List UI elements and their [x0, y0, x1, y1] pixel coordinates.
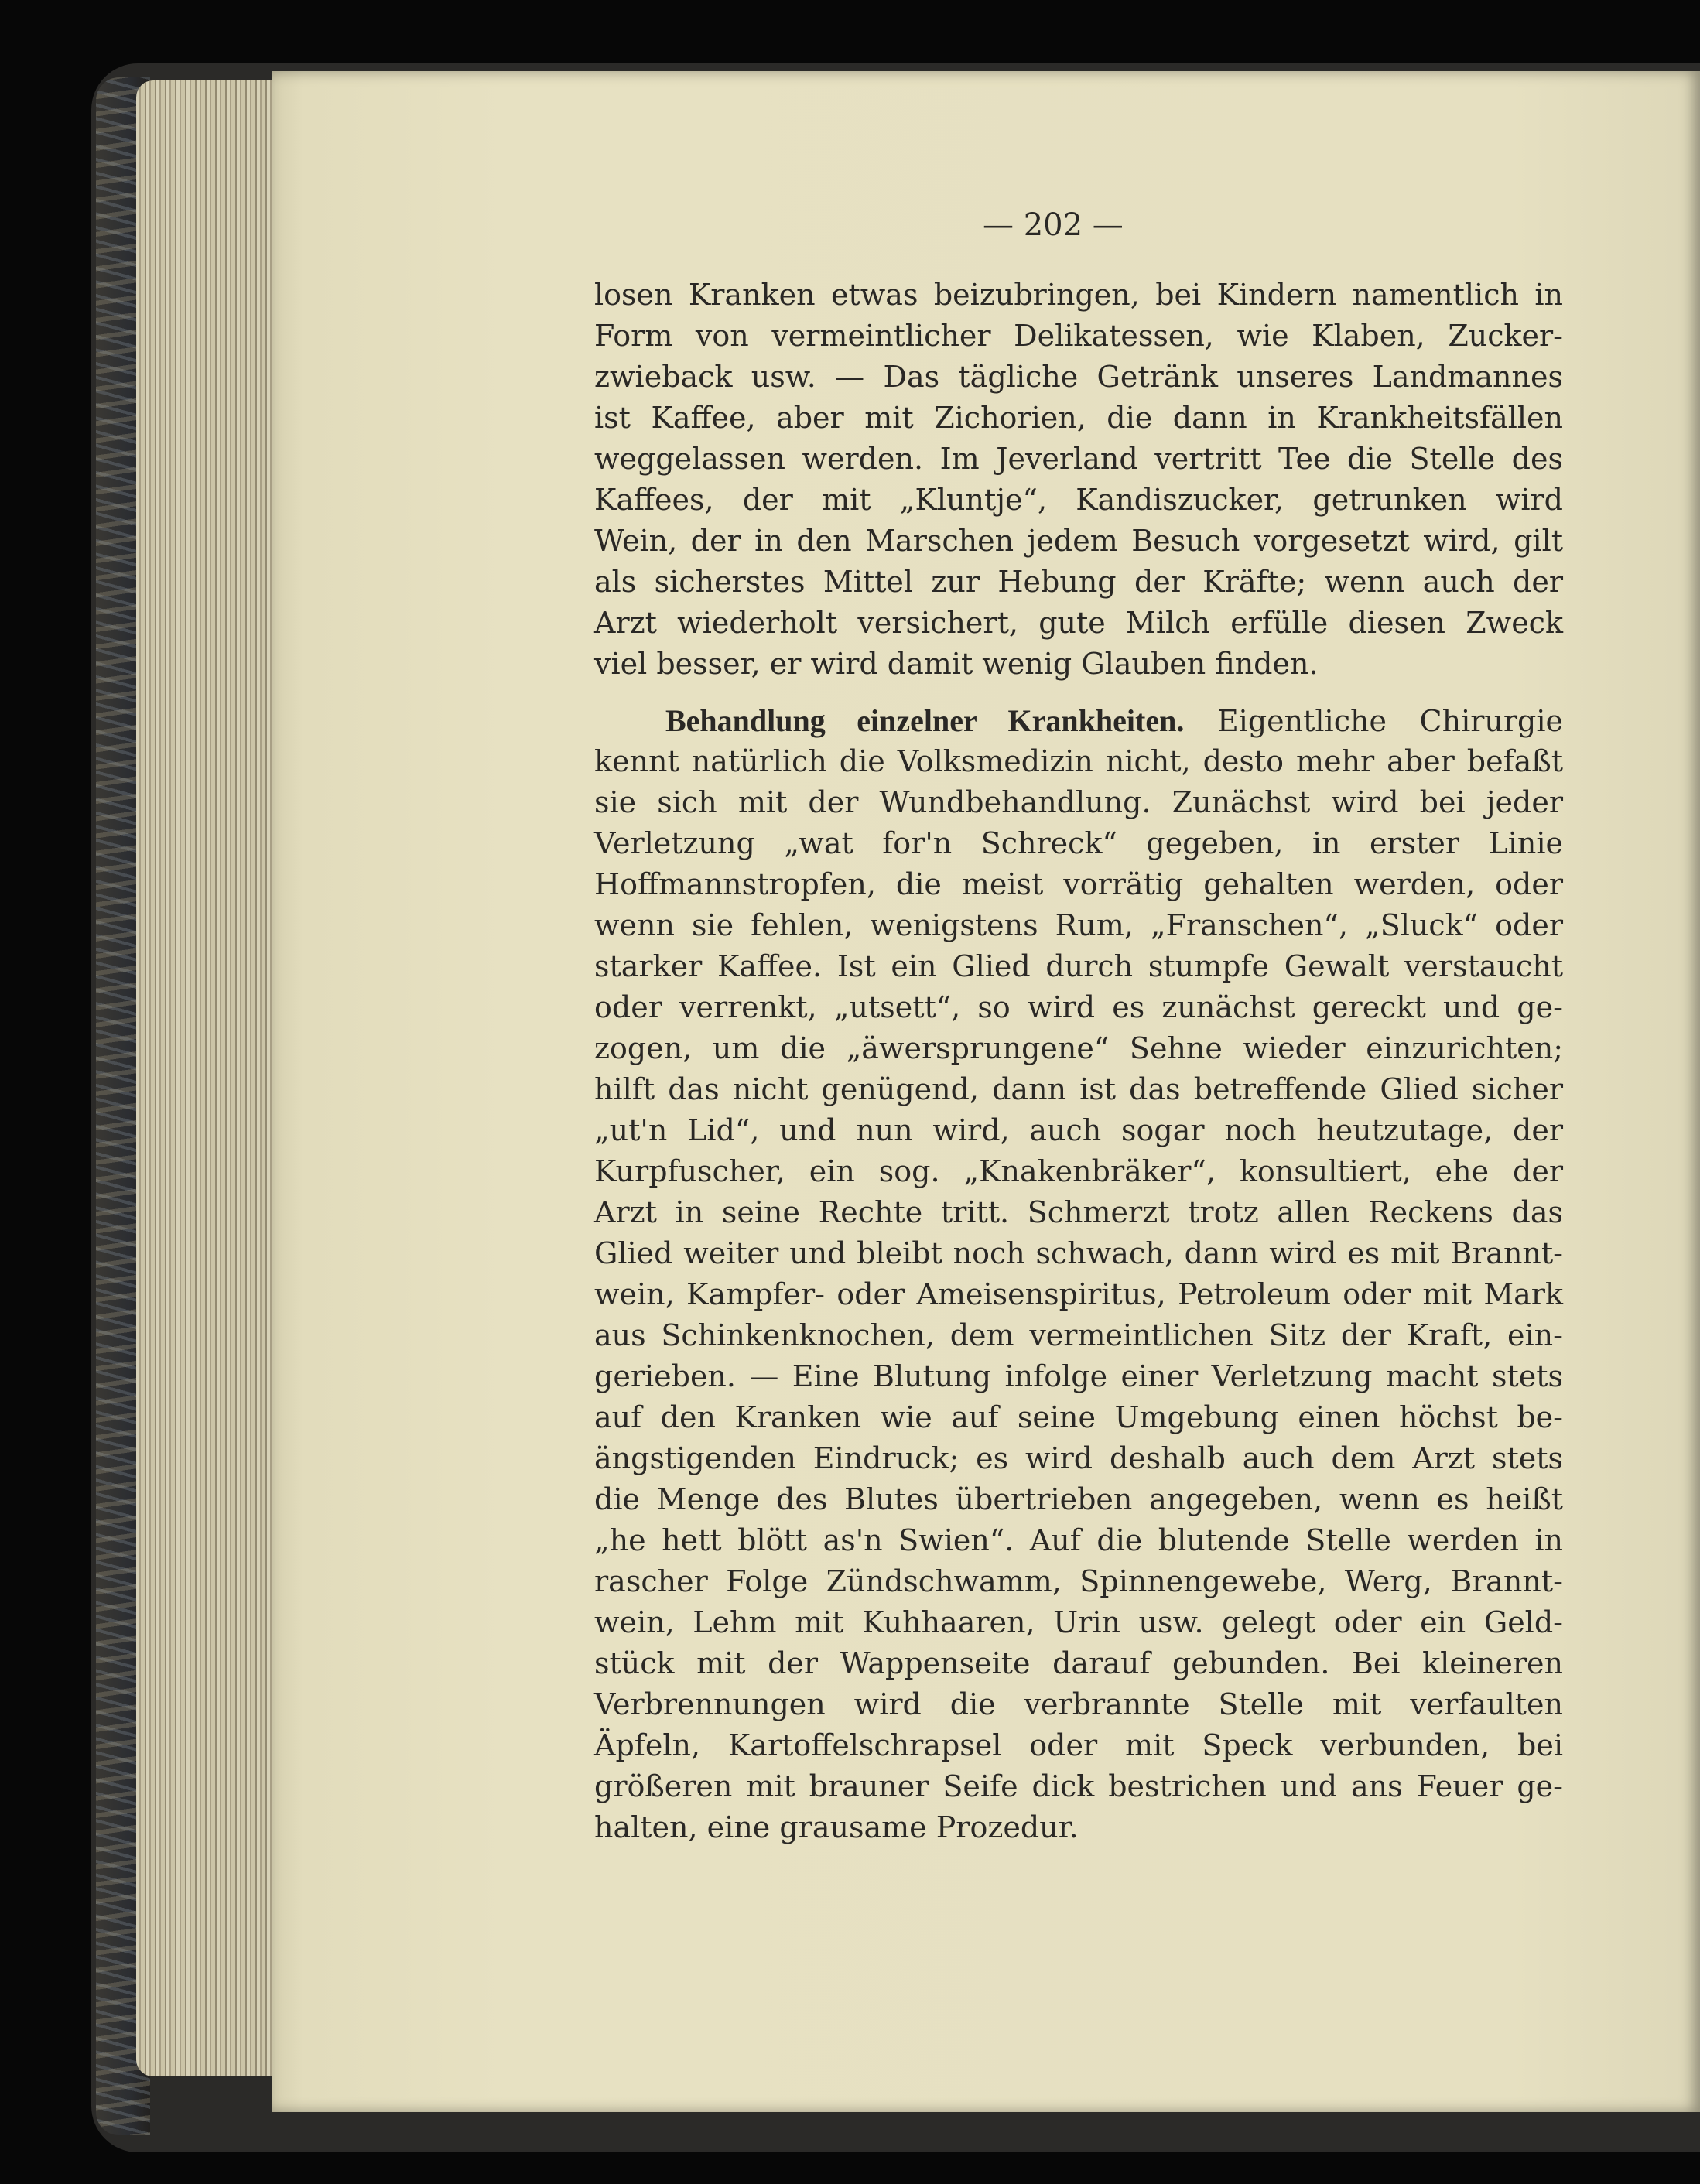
text-line: sie sich mit der Wundbehandlung. Zunächst wird bei jeder — [594, 785, 1563, 819]
paragraph-1 — [594, 275, 1563, 685]
page-number: — 202 — — [983, 207, 1124, 243]
page-edges — [136, 80, 291, 2076]
text-line: oder verrenkt, „utsett“, so wird es zunächst gereckt und ge- — [594, 990, 1563, 1024]
text-line: kennt natürlich die Volksmedizin nicht, desto mehr aber befaßt — [594, 744, 1563, 778]
text-line: Arzt wiederholt versichert, gute Milch erfülle diesen Zweck — [594, 606, 1563, 640]
text-line: Kaffees, der mit „Kluntje“, Kandiszucker, getrunken wird — [594, 483, 1563, 517]
text-line: hilft das nicht genügend, dann ist das betreffende Glied sicher — [594, 1072, 1563, 1106]
text-line: stück mit der Wappenseite darauf gebunden. Bei kleineren — [594, 1646, 1563, 1680]
text-line: „ut'n Lid“, und nun wird, auch sogar noch heutzutage, der — [594, 1113, 1563, 1147]
heading-line-rest: Eigentliche Chirurgie — [1216, 704, 1563, 738]
text-line: zwieback usw. — Das tägliche Getränk unseres Landmannes — [594, 360, 1563, 394]
text-line: auf den Kranken wie auf seine Umgebung einen höchst be- — [594, 1400, 1563, 1434]
body-text — [594, 275, 1563, 1848]
text-line: Verbrennungen wird die verbrannte Stelle mit verfaulten — [594, 1687, 1563, 1721]
text-line: rascher Folge Zündschwamm, Spinnengewebe, Werg, Brannt- — [594, 1564, 1563, 1598]
paragraph-2 — [594, 700, 1563, 1848]
text-line: als sicherstes Mittel zur Hebung der Kräfte; wenn auch der — [594, 565, 1563, 599]
text-line: Wein, der in den Marschen jedem Besuch vorgesetzt wird, gilt — [594, 524, 1563, 558]
text-line: wein, Lehm mit Kuhhaaren, Urin usw. gelegt oder ein Geld- — [594, 1605, 1563, 1639]
text-line: Glied weiter und bleibt noch schwach, dann wird es mit Brannt- — [594, 1236, 1563, 1270]
text-line: ist Kaffee, aber mit Zichorien, die dann in Krankheitsfällen — [594, 401, 1563, 435]
text-line: Arzt in seine Rechte tritt. Schmerzt trotz allen Reckens das — [594, 1195, 1563, 1229]
text-line: Verletzung „wat for'n Schreck“ gegeben, in erster Linie — [594, 826, 1563, 860]
text-line: wein, Kampfer- oder Ameisenspiritus, Petroleum oder mit Mark — [594, 1277, 1563, 1311]
section-heading: Behandlung einzelner Krankheiten. — [665, 703, 1185, 738]
text-line: wenn sie fehlen, wenigstens Rum, „Franschen“, „Sluck“ oder — [594, 908, 1563, 942]
text-line: ängstigenden Eindruck; es wird deshalb auch dem Arzt stets — [594, 1441, 1563, 1475]
text-line: losen Kranken etwas beizubringen, bei Kindern namentlich in — [594, 278, 1563, 312]
text-line: viel besser, er wird damit wenig Glauben finden. — [594, 647, 1319, 681]
text-line: weggelassen werden. Im Jeverland vertritt Tee die Stelle des — [594, 442, 1563, 476]
text-line: „he hett blött as'n Swien“. Auf die blutende Stelle werden in — [594, 1523, 1563, 1557]
heading-line — [594, 700, 1563, 741]
text-line: Kurpfuscher, ein sog. „Knakenbräker“, konsultiert, ehe der — [594, 1154, 1563, 1188]
text-line: halten, eine grausame Prozedur. — [594, 1810, 1079, 1844]
text-line: Äpfeln, Kartoffelschrapsel oder mit Speck verbunden, bei — [594, 1728, 1563, 1762]
text-line: Hoffmannstropfen, die meist vorrätig gehalten werden, oder — [594, 867, 1563, 901]
text-line: gerieben. — Eine Blutung infolge einer Verletzung macht stets — [594, 1359, 1563, 1393]
text-line: die Menge des Blutes übertrieben angegeben, wenn es heißt — [594, 1482, 1563, 1516]
text-line: starker Kaffee. Ist ein Glied durch stumpfe Gewalt verstaucht — [594, 949, 1563, 983]
text-line: aus Schinkenknochen, dem vermeintlichen Sitz der Kraft, ein- — [594, 1318, 1563, 1352]
text-line: zogen, um die „äwersprungene“ Sehne wieder einzurichten; — [594, 1031, 1563, 1065]
text-line: Form von vermeintlicher Delikatessen, wie Klaben, Zucker- — [594, 319, 1563, 353]
text-line: größeren mit brauner Seife dick bestrichen und ans Feuer ge- — [594, 1769, 1563, 1803]
